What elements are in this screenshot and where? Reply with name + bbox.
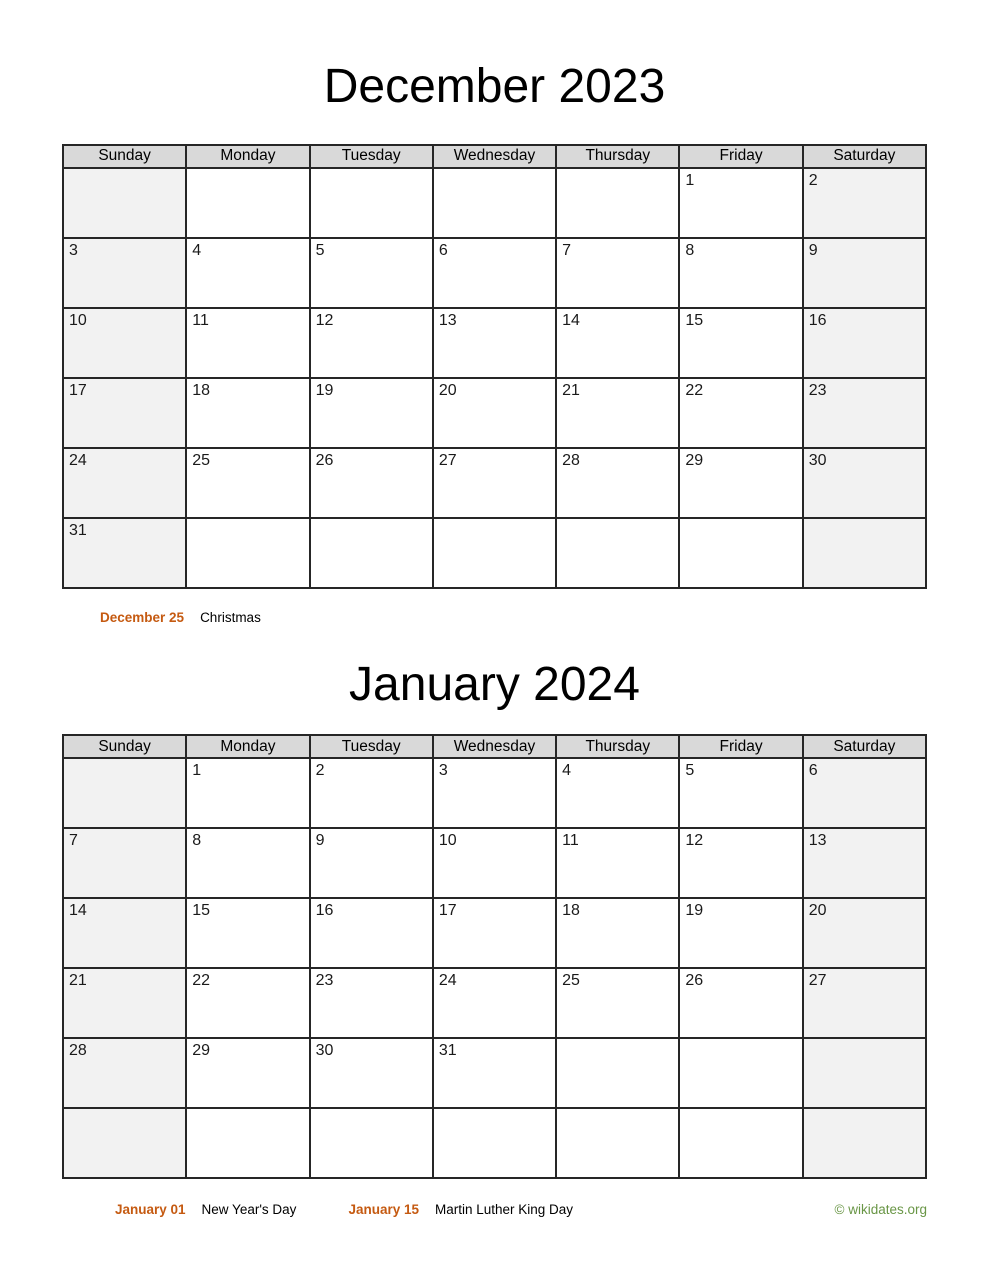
- day-cell-23: 23: [310, 968, 433, 1038]
- day-cell-empty: [310, 168, 433, 238]
- day-cell-empty: [63, 1108, 186, 1178]
- weekday-header-monday: Monday: [186, 145, 309, 168]
- weekday-header-row: [63, 735, 926, 758]
- day-cell-25: 25: [186, 448, 309, 518]
- weekday-header-thursday: Thursday: [556, 735, 679, 758]
- day-cell-empty: [556, 1108, 679, 1178]
- week-row: [63, 518, 926, 588]
- day-cell-17: 17: [63, 378, 186, 448]
- day-cell-empty: [186, 168, 309, 238]
- day-cell-28: 28: [63, 1038, 186, 1108]
- month-title-december: December 2023: [323, 60, 666, 113]
- day-cell-6: 6: [803, 758, 926, 828]
- day-cell-29: 29: [186, 1038, 309, 1108]
- day-cell-3: 3: [63, 238, 186, 308]
- week-row: [63, 448, 926, 518]
- week-row: [63, 758, 926, 828]
- day-cell-4: 4: [186, 238, 309, 308]
- day-cell-20: 20: [803, 898, 926, 968]
- week-row: [63, 168, 926, 238]
- day-cell-5: 5: [679, 758, 802, 828]
- day-cell-13: 13: [803, 828, 926, 898]
- holiday-date: December 25: [100, 609, 185, 625]
- weekday-header-wednesday: Wednesday: [433, 735, 556, 758]
- weekday-header-wednesday: Wednesday: [433, 145, 556, 168]
- day-cell-1: 1: [186, 758, 309, 828]
- day-cell-5: 5: [310, 238, 433, 308]
- day-cell-31: 31: [433, 1038, 556, 1108]
- day-cell-empty: [679, 1108, 802, 1178]
- day-cell-4: 4: [556, 758, 679, 828]
- holiday-name: Martin Luther King Day: [434, 1202, 574, 1218]
- day-cell-21: 21: [63, 968, 186, 1038]
- day-cell-24: 24: [63, 448, 186, 518]
- weekday-header-saturday: Saturday: [803, 735, 926, 758]
- day-cell-31: 31: [63, 518, 186, 588]
- day-cell-11: 11: [186, 308, 309, 378]
- weekday-header-row: [63, 145, 926, 168]
- day-cell-10: 10: [433, 828, 556, 898]
- day-cell-empty: [186, 1108, 309, 1178]
- day-cell-22: 22: [186, 968, 309, 1038]
- week-row: [63, 828, 926, 898]
- day-cell-2: 2: [803, 168, 926, 238]
- day-cell-14: 14: [63, 898, 186, 968]
- day-cell-30: 30: [310, 1038, 433, 1108]
- day-cell-2: 2: [310, 758, 433, 828]
- day-cell-empty: [679, 1038, 802, 1108]
- day-cell-12: 12: [679, 828, 802, 898]
- day-cell-13: 13: [433, 308, 556, 378]
- week-row: [63, 238, 926, 308]
- day-cell-10: 10: [63, 308, 186, 378]
- day-cell-empty: [310, 1108, 433, 1178]
- day-cell-25: 25: [556, 968, 679, 1038]
- day-cell-empty: [803, 1108, 926, 1178]
- day-cell-23: 23: [803, 378, 926, 448]
- day-cell-empty: [63, 758, 186, 828]
- weekday-header-sunday: Sunday: [63, 735, 186, 758]
- day-cell-19: 19: [310, 378, 433, 448]
- day-cell-15: 15: [679, 308, 802, 378]
- weekday-header-friday: Friday: [679, 145, 802, 168]
- weekday-header-friday: Friday: [679, 735, 802, 758]
- weekday-header-saturday: Saturday: [803, 145, 926, 168]
- weekday-header-thursday: Thursday: [556, 145, 679, 168]
- day-cell-empty: [803, 1038, 926, 1108]
- day-cell-9: 9: [803, 238, 926, 308]
- day-cell-7: 7: [556, 238, 679, 308]
- day-cell-28: 28: [556, 448, 679, 518]
- day-cell-15: 15: [186, 898, 309, 968]
- day-cell-18: 18: [556, 898, 679, 968]
- day-cell-16: 16: [803, 308, 926, 378]
- holiday-date: January 01: [115, 1202, 186, 1218]
- calendar-table-december: [62, 144, 927, 589]
- week-row: [63, 898, 926, 968]
- calendar-table-january: [62, 734, 927, 1179]
- day-cell-empty: [433, 168, 556, 238]
- weekday-header-monday: Monday: [186, 735, 309, 758]
- day-cell-30: 30: [803, 448, 926, 518]
- month-title-january: January 2024: [349, 657, 640, 711]
- week-row: [63, 1108, 926, 1178]
- day-cell-20: 20: [433, 378, 556, 448]
- weekday-header-tuesday: Tuesday: [310, 735, 433, 758]
- day-cell-empty: [556, 518, 679, 588]
- day-cell-21: 21: [556, 378, 679, 448]
- day-cell-3: 3: [433, 758, 556, 828]
- holiday-name: Christmas: [200, 609, 261, 625]
- day-cell-empty: [679, 518, 802, 588]
- day-cell-empty: [556, 168, 679, 238]
- copyright-text: © wikidates.org: [834, 1202, 927, 1218]
- day-cell-empty: [433, 518, 556, 588]
- day-cell-8: 8: [679, 238, 802, 308]
- week-row: [63, 378, 926, 448]
- day-cell-empty: [803, 518, 926, 588]
- january-footer: [115, 1201, 927, 1218]
- day-cell-17: 17: [433, 898, 556, 968]
- month-section-december: [0, 58, 989, 626]
- holiday-name: New Year's Day: [201, 1202, 297, 1218]
- day-cell-7: 7: [63, 828, 186, 898]
- week-row: [63, 968, 926, 1038]
- day-cell-26: 26: [310, 448, 433, 518]
- day-cell-14: 14: [556, 308, 679, 378]
- weekday-header-tuesday: Tuesday: [310, 145, 433, 168]
- day-cell-16: 16: [310, 898, 433, 968]
- day-cell-18: 18: [186, 378, 309, 448]
- day-cell-empty: [556, 1038, 679, 1108]
- day-cell-6: 6: [433, 238, 556, 308]
- day-cell-19: 19: [679, 898, 802, 968]
- day-cell-8: 8: [186, 828, 309, 898]
- weekday-header-sunday: Sunday: [63, 145, 186, 168]
- day-cell-empty: [63, 168, 186, 238]
- day-cell-empty: [433, 1108, 556, 1178]
- holiday-note-december: [100, 609, 989, 626]
- month-section-january: [0, 656, 989, 1219]
- day-cell-11: 11: [556, 828, 679, 898]
- day-cell-27: 27: [433, 448, 556, 518]
- week-row: [63, 1038, 926, 1108]
- day-cell-12: 12: [310, 308, 433, 378]
- day-cell-1: 1: [679, 168, 802, 238]
- day-cell-27: 27: [803, 968, 926, 1038]
- day-cell-29: 29: [679, 448, 802, 518]
- day-cell-22: 22: [679, 378, 802, 448]
- day-cell-24: 24: [433, 968, 556, 1038]
- day-cell-empty: [186, 518, 309, 588]
- day-cell-26: 26: [679, 968, 802, 1038]
- day-cell-9: 9: [310, 828, 433, 898]
- holiday-date: January 15: [348, 1202, 419, 1218]
- day-cell-empty: [310, 518, 433, 588]
- week-row: [63, 308, 926, 378]
